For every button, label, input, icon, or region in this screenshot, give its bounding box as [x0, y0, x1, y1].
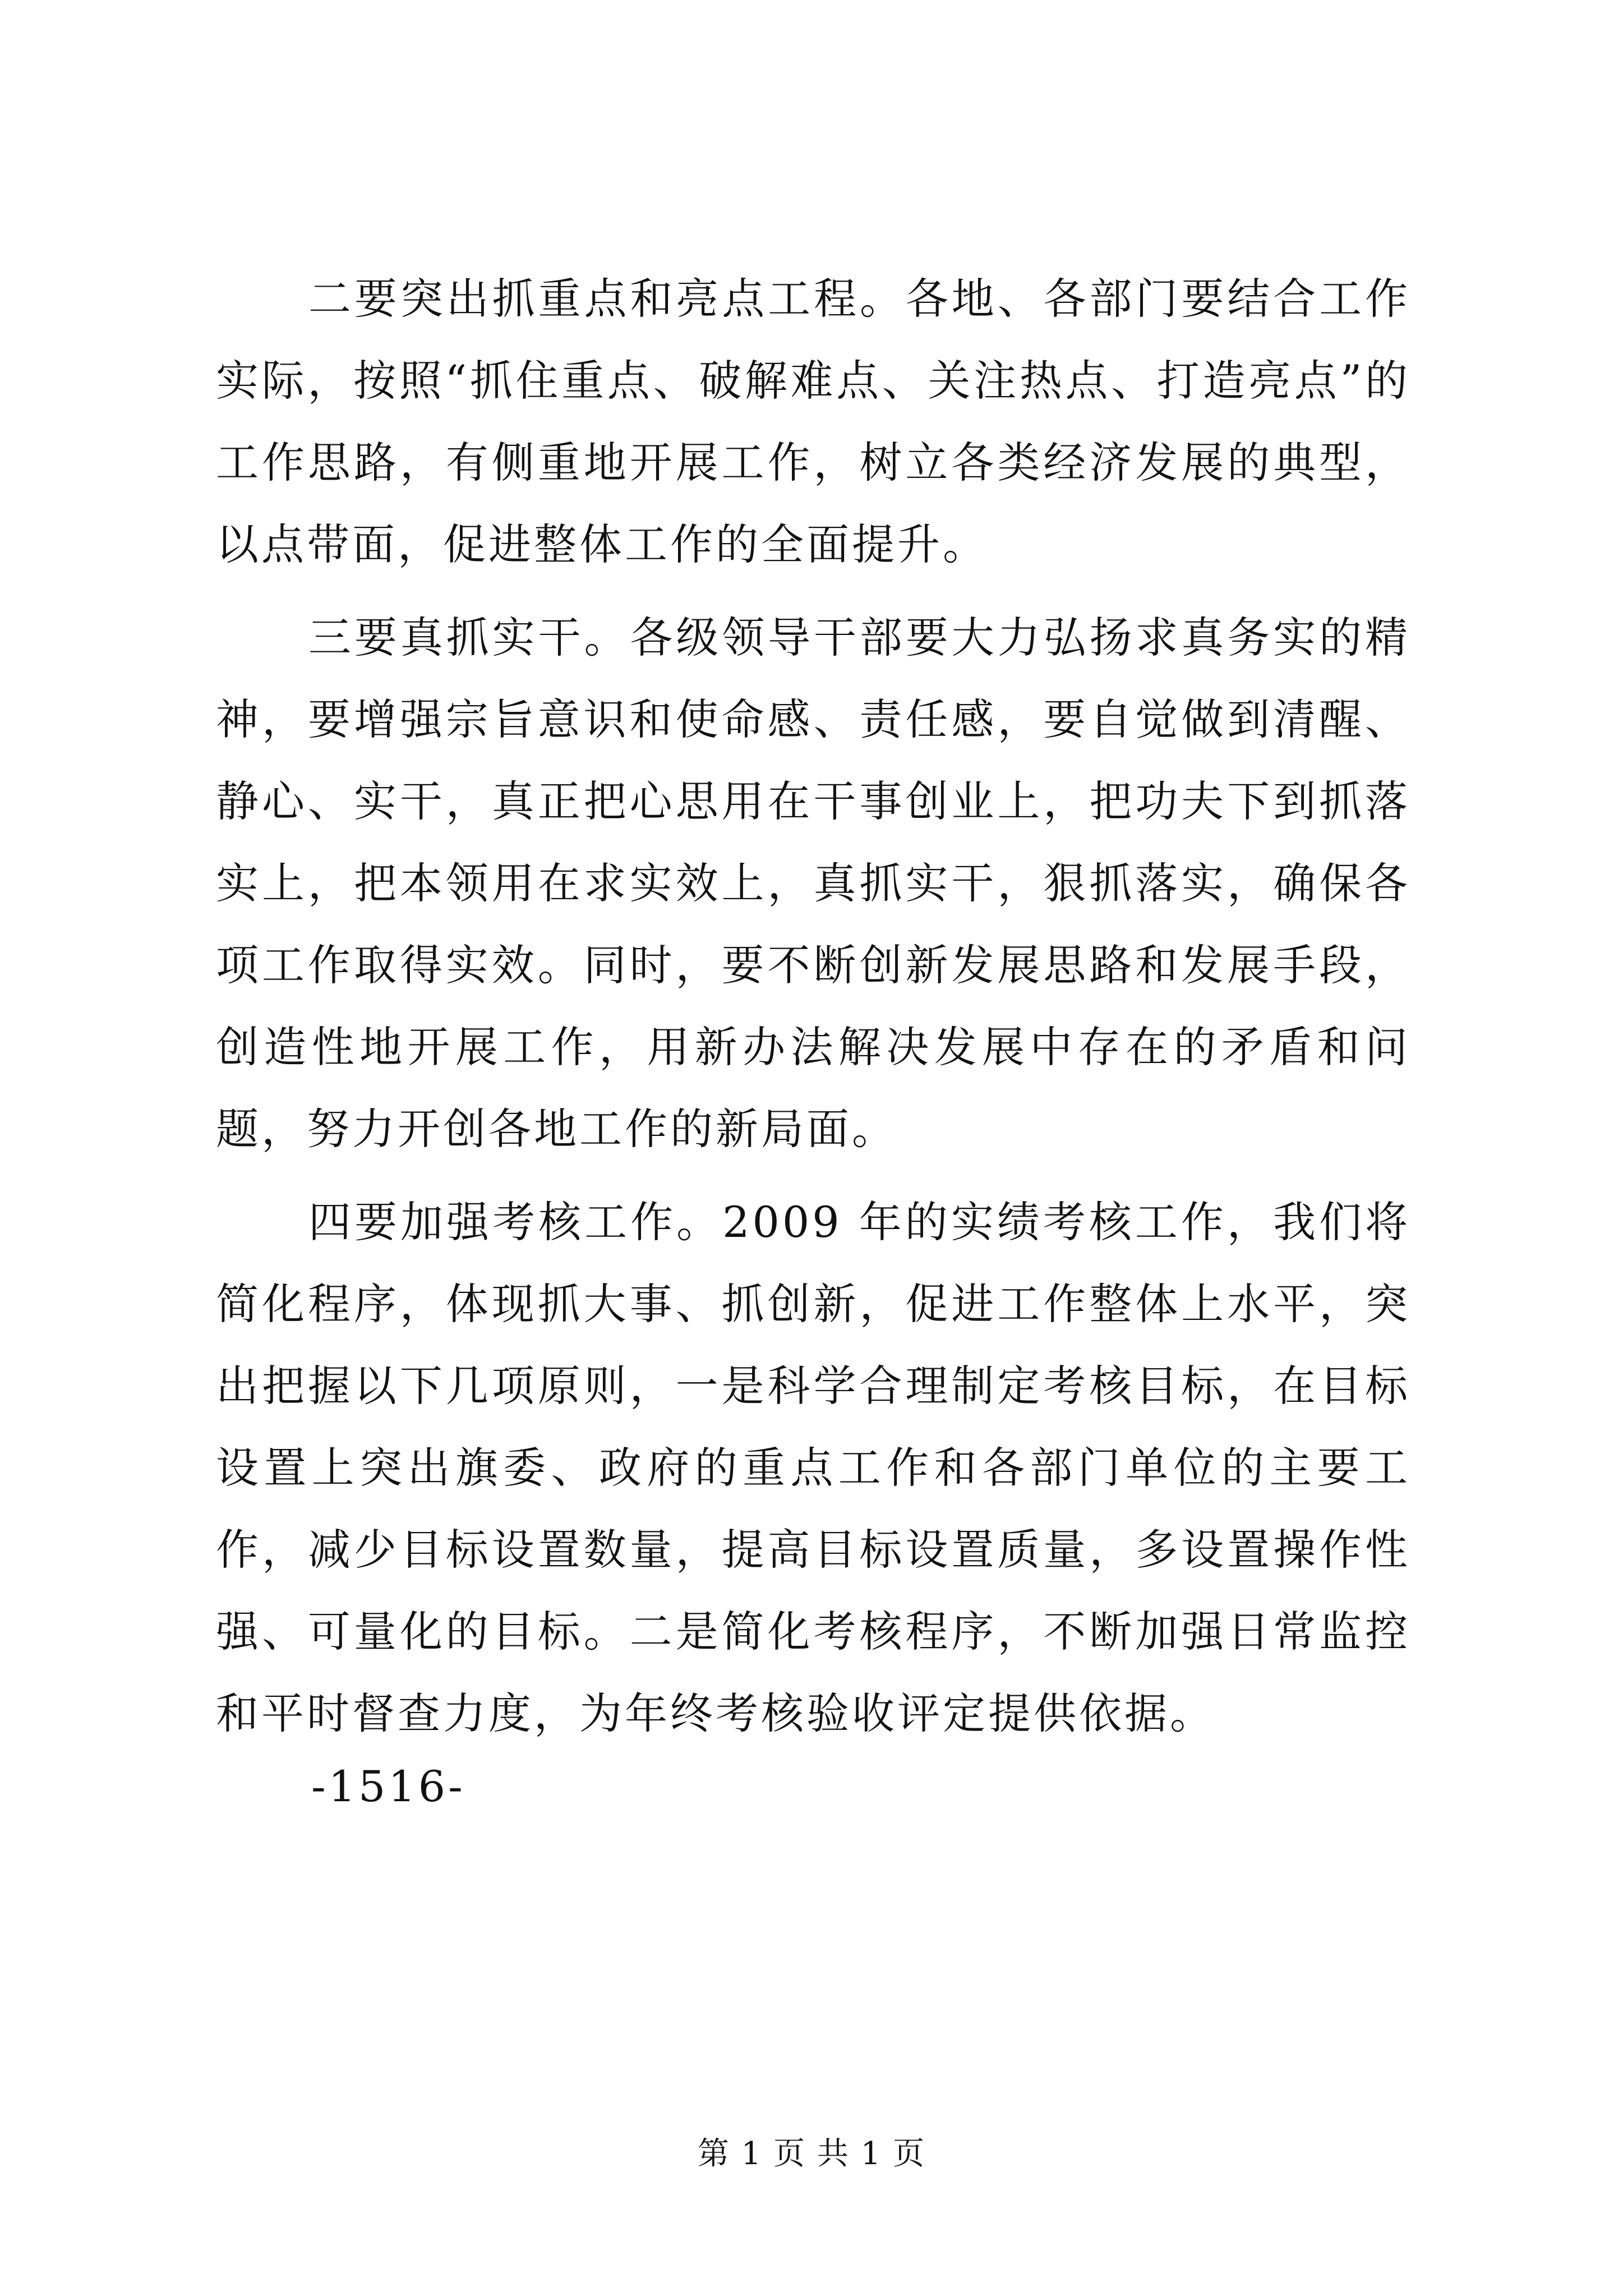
paragraph-two: 二要突出抓重点和亮点工程。各地、各部门要结合工作实际，按照“抓住重点、破解难点、关注热点、打造亮点”的工作思路，有侧重地开展工作，树立各类经济发展的典型，以点带面，促进整体工作的全面提升。: [216, 274, 1410, 569]
paragraph-three: 三要真抓实干。各级领导干部要大力弘扬求真务实的精神，要增强宗旨意识和使命感、责任感，要自觉做到清醒、静心、实干，真正把心思用在干事创业上，把功夫下到抓落实上，把本领用在求实效上，真抓实干，狠抓落实，确保各项工作取得实效。同时，要不断创新发展思路和发展手段，创造性地开展工作，用新办法解决发展中存在的矛盾和问题，努力开创各地工作的新局面。: [216, 613, 1410, 1154]
paragraph-four: 四要加强考核工作。2009 年的实绩考核工作，我们将简化程序，体现抓大事、抓创新，促进工作整体上水平，突出把握以下几项原则，一是科学合理制定考核目标，在目标设置上突出旗委、政府的重点工作和各部门单位的主要工作，减少目标设置数量，提高目标设置质量，多设置操作性强、可量化的目标。二是简化考核程序，不断加强日常监控和平时督查力度，为年终考核验收评定提供依据。: [216, 1197, 1410, 1738]
page-footer: 第 1 页 共 1 页: [697, 2136, 926, 2172]
document-body: [216, 258, 1410, 1755]
page-number-marker: -1516-: [311, 1761, 465, 1811]
